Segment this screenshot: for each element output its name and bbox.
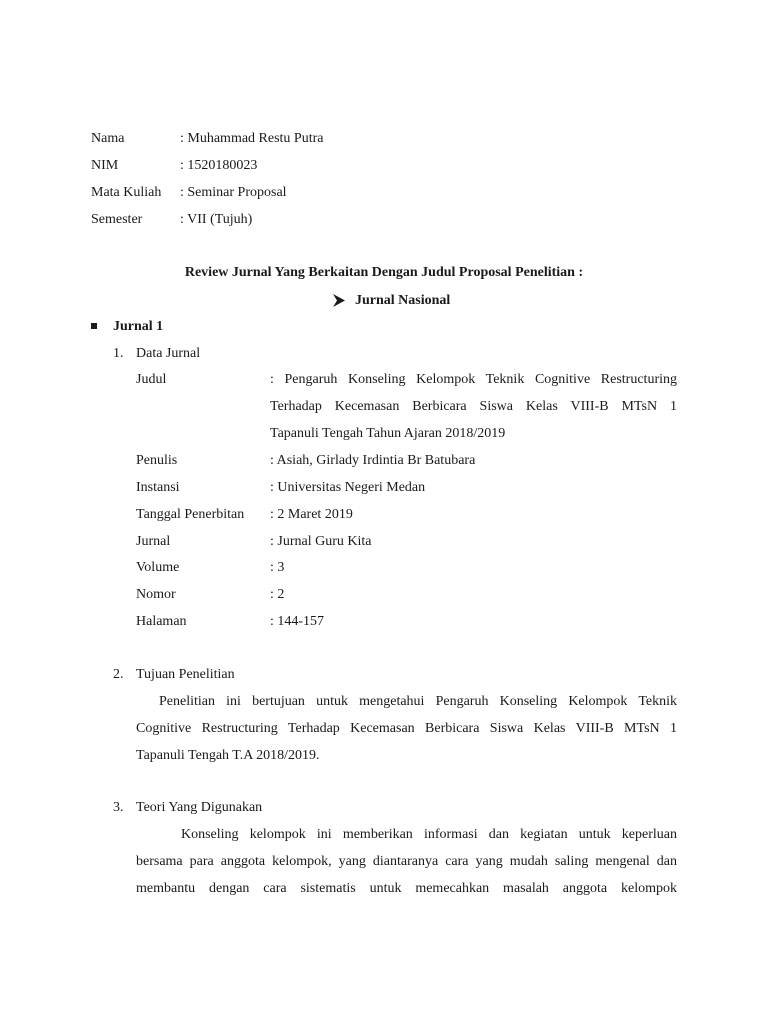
tujuan-paragraph-line-3: Tapanuli Tengah T.A 2018/2019.	[136, 748, 320, 763]
data-label-nomor: Nomor	[136, 587, 176, 602]
data-value-penulis: : Asiah, Girlady Irdintia Br Batubara	[270, 453, 476, 468]
data-value-judul-line-1: : Pengaruh Konseling Kelompok Teknik Cognitive Restructuring	[270, 372, 677, 387]
tujuan-paragraph-line-1: Penelitian ini bertujuan untuk mengetahui Pengaruh Konseling Kelompok Teknik	[159, 694, 677, 709]
identity-label-semester: Semester	[91, 212, 143, 227]
data-label-instansi: Instansi	[136, 480, 180, 495]
subheading-jurnal-nasional: Jurnal Nasional	[355, 293, 451, 308]
tujuan-paragraph-line-2: Cognitive Restructuring Terhadap Kecemasan Berbicara Siswa Kelas VIII-B MTsN 1	[136, 721, 677, 736]
identity-value-semester: : VII (Tujuh)	[180, 212, 253, 227]
identity-value-nim: : 1520180023	[180, 158, 258, 173]
data-value-judul-line-3: Tapanuli Tengah Tahun Ajaran 2018/2019	[270, 426, 506, 441]
identity-value-mata-kuliah: : Seminar Proposal	[180, 185, 287, 200]
data-value-tanggal-penerbitan: : 2 Maret 2019	[270, 507, 353, 522]
identity-label-nama: Nama	[91, 131, 125, 146]
arrowhead-bullet-icon	[333, 294, 345, 307]
identity-value-nama: : Muhammad Restu Putra	[180, 131, 324, 146]
teori-paragraph-line-3: membantu dengan cara sistematis untuk memecahkan masalah anggota kelompok	[136, 881, 677, 896]
data-value-halaman: : 144-157	[270, 614, 325, 629]
data-label-jurnal: Jurnal	[136, 534, 171, 549]
section-number-2: 2.	[113, 667, 124, 682]
teori-paragraph-line-2: bersama para anggota kelompok, yang diantaranya cara yang mudah saling mengenal dan	[136, 854, 677, 869]
data-value-judul-line-2: Terhadap Kecemasan Berbicara Siswa Kelas VIII-B MTsN 1	[270, 399, 677, 414]
data-label-volume: Volume	[136, 560, 180, 575]
review-heading: Review Jurnal Yang Berkaitan Dengan Judul Proposal Penelitian :	[184, 265, 584, 280]
data-value-instansi: : Universitas Negeri Medan	[270, 480, 426, 495]
section-number-3: 3.	[113, 800, 124, 815]
data-label-penulis: Penulis	[136, 453, 178, 468]
section-number-1: 1.	[113, 346, 124, 361]
data-label-halaman: Halaman	[136, 614, 187, 629]
data-label-tanggal-penerbitan: Tanggal Penerbitan	[136, 507, 245, 522]
data-value-volume: : 3	[270, 560, 285, 575]
section-title-tujuan-penelitian: Tujuan Penelitian	[136, 667, 235, 682]
data-label-judul: Judul	[136, 372, 167, 387]
section-title-data-jurnal: Data Jurnal	[136, 346, 201, 361]
data-value-jurnal: : Jurnal Guru Kita	[270, 534, 372, 549]
data-value-nomor: : 2	[270, 587, 285, 602]
identity-label-mata-kuliah: Mata Kuliah	[91, 185, 162, 200]
teori-paragraph-line-1: Konseling kelompok ini memberikan informasi dan kegiatan untuk keperluan	[181, 827, 677, 842]
identity-label-nim: NIM	[91, 158, 119, 173]
square-bullet-icon	[91, 323, 97, 329]
section-title-teori: Teori Yang Digunakan	[136, 800, 263, 815]
journal-title: Jurnal 1	[113, 319, 164, 334]
